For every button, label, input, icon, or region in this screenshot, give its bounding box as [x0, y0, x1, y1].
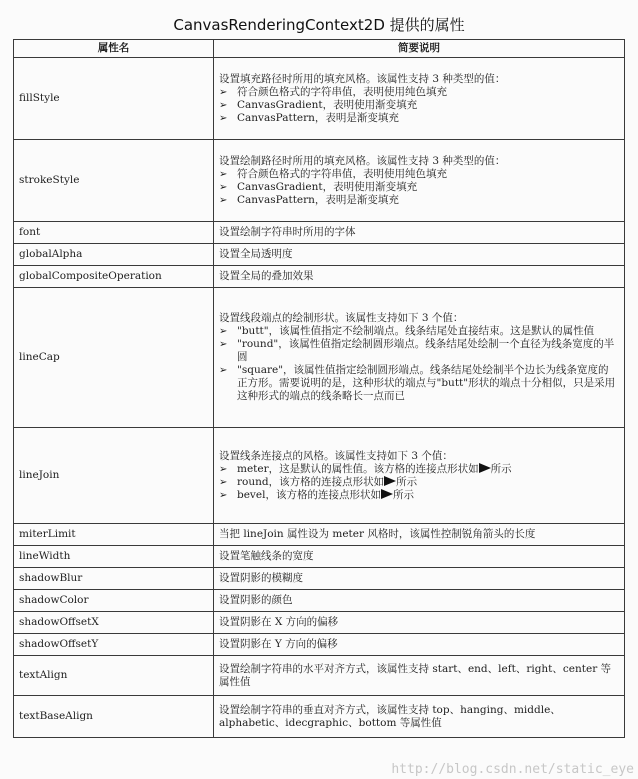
- watermark: http://blog.csdn.net/static_eye: [391, 762, 634, 777]
- bullet-text-after: 所示: [490, 462, 512, 475]
- table-title: CanvasRenderingContext2D 提供的属性: [173, 16, 465, 34]
- arrow-bullet-icon: ➢: [219, 86, 228, 98]
- table-row: [14, 244, 625, 266]
- description-cell: [214, 524, 625, 546]
- table-row: [14, 656, 625, 696]
- bullet-item: [219, 463, 619, 476]
- table-row: [14, 288, 625, 428]
- header-description: 简要说明: [214, 40, 625, 58]
- description-text: 设置绘制字符串时所用的字体: [219, 226, 356, 238]
- description-cell: [214, 140, 625, 222]
- bullet-item: [219, 489, 619, 502]
- bullet-item: [219, 86, 619, 99]
- property-name-cell: miterLimit: [14, 524, 214, 546]
- description-cell: [214, 656, 625, 696]
- arrow-bullet-icon: ➢: [219, 326, 228, 337]
- arrow-bullet-icon: ➢: [219, 489, 228, 501]
- join-shape-icon: [381, 489, 393, 499]
- arrow-bullet-icon: ➢: [219, 463, 228, 475]
- description-cell: [214, 222, 625, 244]
- bullet-item: [219, 99, 619, 112]
- join-shape-icon: [479, 463, 491, 473]
- arrow-bullet-icon: ➢: [219, 339, 228, 350]
- arrow-bullet-icon: ➢: [219, 181, 228, 193]
- bullet-item: [219, 338, 619, 364]
- bullet-text: "square"，该属性值指定绘制圆形端点。线条结尾处绘制半个边长为线条宽度的正方形。需要说明的是，这种形状的端点与"butt"形状的端点十分相似，只是采用这种形式的端点的线条略长一点而已: [237, 364, 616, 402]
- bullet-item: [219, 194, 619, 207]
- table-row: [14, 524, 625, 546]
- bullet-text: CanvasPattern，表明是渐变填充: [237, 193, 399, 206]
- description-text: 设置线条连接点的风格。该属性支持如下 3 个值：: [219, 449, 453, 462]
- bullet-text: CanvasPattern，表明是渐变填充: [237, 111, 399, 124]
- arrow-bullet-icon: ➢: [219, 194, 228, 206]
- description-text: 设置阴影在 X 方向的偏移: [219, 616, 339, 628]
- bullet-item: [219, 112, 619, 125]
- description-text: 设置笔触线条的宽度: [219, 550, 314, 562]
- table-body: [14, 58, 625, 738]
- property-name-cell: globalAlpha: [14, 244, 214, 266]
- bullet-item: [219, 476, 619, 489]
- bullet-text: [237, 489, 619, 502]
- bullet-text-before: bevel，该方格的连接点形状如: [237, 488, 381, 501]
- description-cell: [214, 634, 625, 656]
- arrow-bullet-icon: ➢: [219, 365, 228, 376]
- arrow-bullet-icon: ➢: [219, 476, 228, 488]
- bullet-text-after: 所示: [392, 488, 414, 501]
- bullet-item: [219, 181, 619, 194]
- table-row: [14, 590, 625, 612]
- bullet-text: CanvasGradient，表明使用渐变填充: [237, 180, 418, 193]
- description-text: 设置全局透明度: [219, 248, 293, 260]
- bullet-text: 符合颜色格式的字符串值，表明使用纯色填充: [237, 85, 447, 98]
- description-text: 设置阴影的颜色: [219, 594, 293, 606]
- description-cell: [214, 288, 625, 428]
- description-cell: [214, 58, 625, 140]
- arrow-bullet-icon: ➢: [219, 112, 228, 124]
- table-row: [14, 266, 625, 288]
- description-cell: [214, 244, 625, 266]
- bullet-text-before: round，该方格的连接点形状如: [237, 475, 385, 488]
- property-name-cell: fillStyle: [14, 58, 214, 140]
- property-name-cell: globalCompositeOperation: [14, 266, 214, 288]
- bullet-text: [237, 463, 619, 476]
- description-cell: [214, 266, 625, 288]
- property-name-cell: textAlign: [14, 656, 214, 696]
- description-text: 设置线段端点的绘制形状。该属性支持如下 3 个值：: [219, 312, 464, 324]
- bullet-item: [219, 364, 619, 403]
- table-row: [14, 546, 625, 568]
- table-row: [14, 428, 625, 524]
- description-cell: [214, 546, 625, 568]
- property-name-cell: shadowOffsetX: [14, 612, 214, 634]
- description-text: 设置阴影在 Y 方向的偏移: [219, 638, 338, 650]
- bullet-text-after: 所示: [396, 475, 418, 488]
- table-header-row: [14, 40, 625, 58]
- property-name-cell: strokeStyle: [14, 140, 214, 222]
- description-cell: [214, 428, 625, 524]
- description-cell: [214, 590, 625, 612]
- description-cell: [214, 612, 625, 634]
- description-text: 设置填充路径时所用的填充风格。该属性支持 3 种类型的值：: [219, 72, 506, 85]
- property-name-cell: lineJoin: [14, 428, 214, 524]
- property-name-cell: lineCap: [14, 288, 214, 428]
- table-row: [14, 222, 625, 244]
- properties-table: [13, 39, 625, 738]
- table-row: [14, 634, 625, 656]
- header-property-name: 属性名: [14, 40, 214, 58]
- bullet-text: "round"，该属性值指定绘制圆形端点。线条结尾处绘制一个直径为线条宽度的半圆: [237, 338, 615, 363]
- arrow-bullet-icon: ➢: [219, 99, 228, 111]
- table-row: [14, 568, 625, 590]
- property-name-cell: shadowBlur: [14, 568, 214, 590]
- description-text: 设置绘制字符串的水平对齐方式，该属性支持 start、end、left、right、center 等属性值: [219, 662, 612, 688]
- description-cell: [214, 696, 625, 738]
- description-text: 设置阴影的模糊度: [219, 572, 303, 584]
- bullet-text: "butt"，该属性值指定不绘制端点。线条结尾处直接结束。这是默认的属性值: [237, 325, 595, 337]
- description-text: 当把 lineJoin 属性设为 meter 风格时，该属性控制锐角箭头的长度: [219, 528, 536, 540]
- table-row: [14, 140, 625, 222]
- property-name-cell: lineWidth: [14, 546, 214, 568]
- property-name-cell: textBaseAlign: [14, 696, 214, 738]
- property-name-cell: shadowOffsetY: [14, 634, 214, 656]
- bullet-text: CanvasGradient，表明使用渐变填充: [237, 98, 418, 111]
- description-text: 设置绘制路径时所用的填充风格。该属性支持 3 种类型的值：: [219, 154, 506, 167]
- bullet-text: [237, 476, 619, 489]
- property-name-cell: shadowColor: [14, 590, 214, 612]
- table-row: [14, 696, 625, 738]
- arrow-bullet-icon: ➢: [219, 168, 228, 180]
- table-row: [14, 58, 625, 140]
- description-text: 设置全局的叠加效果: [219, 270, 314, 282]
- description-text: 设置绘制字符串的垂直对齐方式，该属性支持 top、hanging、middle、alphabetic、idecgraphic、bottom 等属性值: [219, 703, 561, 729]
- property-name-cell: font: [14, 222, 214, 244]
- join-shape-icon: [384, 476, 396, 486]
- bullet-text-before: meter，这是默认的属性值。该方格的连接点形状如: [237, 462, 479, 475]
- bullet-text: 符合颜色格式的字符串值，表明使用纯色填充: [237, 167, 447, 180]
- bullet-item: [219, 168, 619, 181]
- description-cell: [214, 568, 625, 590]
- bullet-item: [219, 325, 619, 338]
- table-row: [14, 612, 625, 634]
